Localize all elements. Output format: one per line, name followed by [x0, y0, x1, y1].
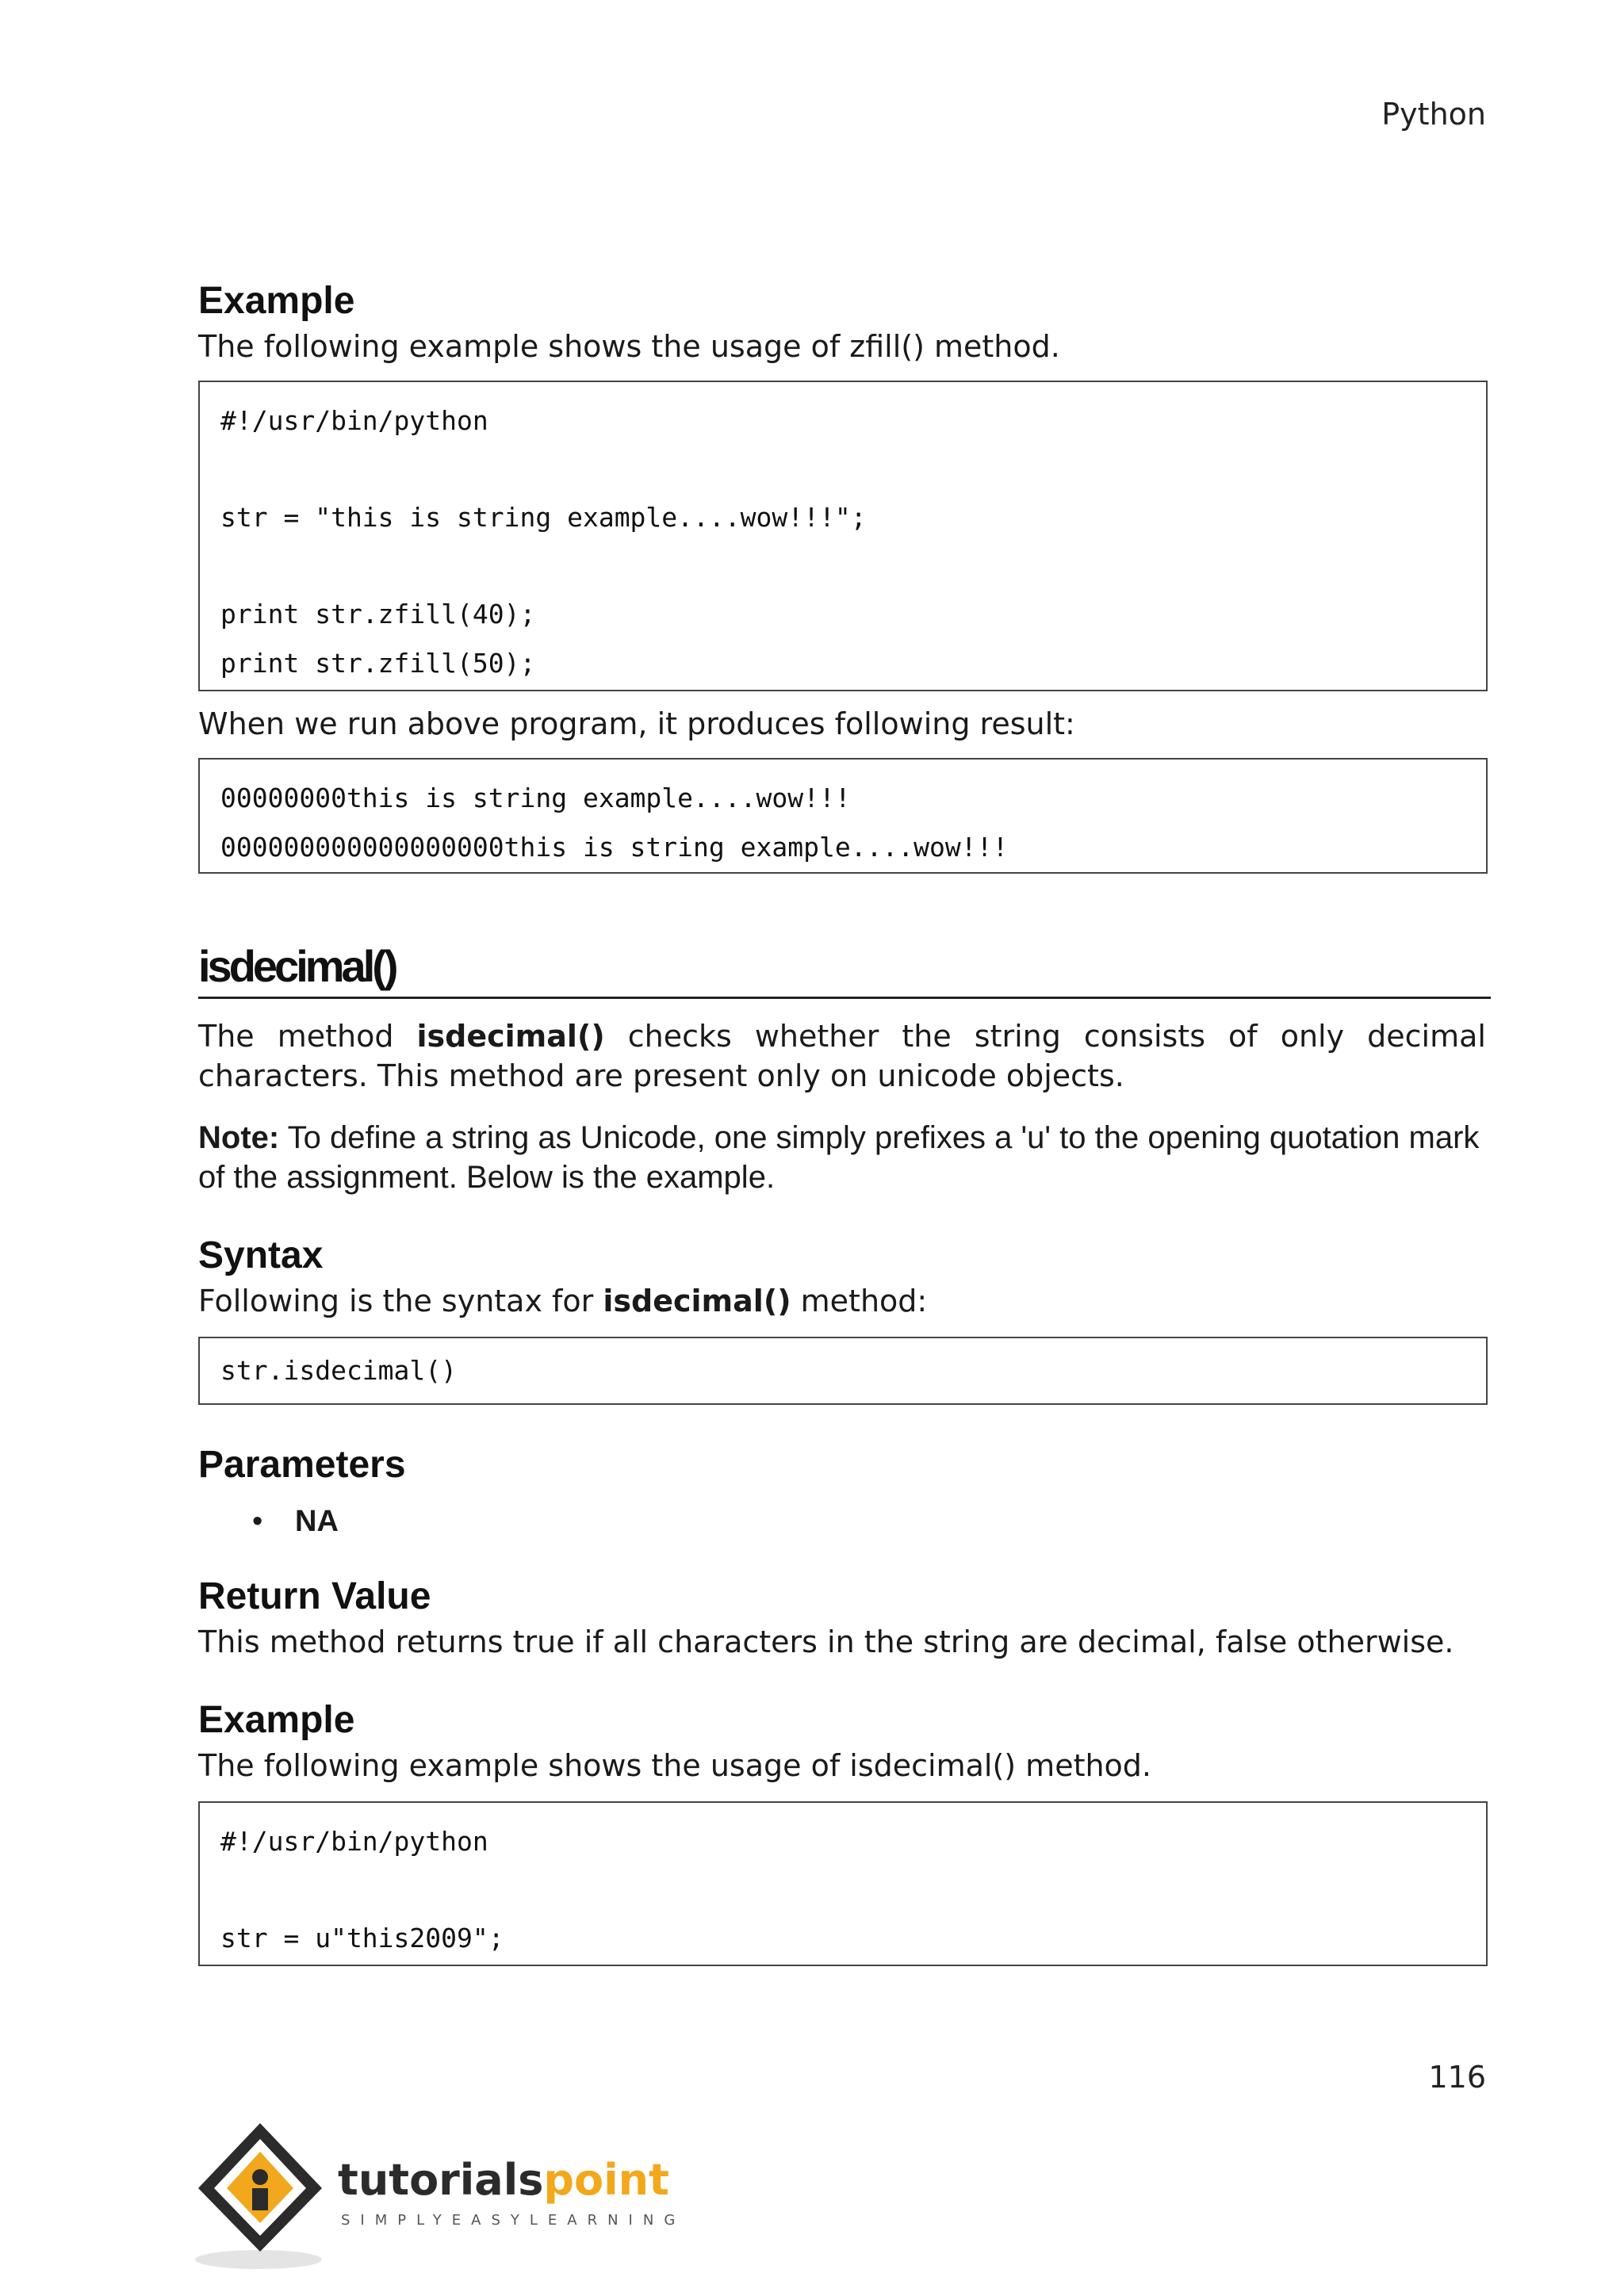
page-number: 116 — [1428, 2060, 1486, 2095]
example-intro: The following example shows the usage of zfill() method. — [198, 329, 1060, 364]
description-text: checks whether the string consists of only decimal characters. This method are present only on unicode objects. — [198, 1019, 1486, 1093]
description-text: The method — [198, 1019, 394, 1054]
syntax-text: Following is the syntax for — [198, 1284, 594, 1318]
method-description — [198, 1016, 1486, 1096]
output-line: 00000000this is string example....wow!!! — [220, 783, 851, 813]
method-name: isdecimal() — [603, 1284, 791, 1318]
logo-tagline: SIMPLYEASYLEARNING — [341, 2212, 686, 2229]
code-line: #!/usr/bin/python — [220, 405, 488, 436]
tutorialspoint-logo — [195, 2115, 687, 2274]
page-content — [198, 277, 1486, 1966]
code-line: str.isdecimal() — [220, 1355, 458, 1386]
output-block-zfill — [198, 758, 1488, 874]
note-label: Note: — [198, 1120, 280, 1155]
example-heading: Example — [198, 1699, 355, 1741]
code-line: print str.zfill(50); — [220, 648, 536, 679]
parameters-list — [198, 1502, 1486, 1541]
output-line: 000000000000000000this is string example....wow!!! — [220, 832, 1009, 863]
code-line: str = u"this2009"; — [220, 1923, 504, 1954]
code-line: str = "this is string example....wow!!!"; — [220, 502, 867, 533]
logo-graphic — [195, 2115, 687, 2274]
code-block-isdecimal — [198, 1801, 1488, 1966]
example-intro: The following example shows the usage of isdecimal() method. — [198, 1748, 1152, 1783]
parameters-heading: Parameters — [198, 1444, 406, 1486]
section-title: isdecimal() — [198, 940, 1491, 999]
syntax-text: method: — [800, 1284, 928, 1318]
parameter-item: • NA — [198, 1502, 1486, 1541]
code-block-zfill — [198, 381, 1488, 691]
return-value-heading: Return Value — [198, 1575, 431, 1617]
note-paragraph — [198, 1118, 1486, 1197]
note-text: To define a string as Unicode, one simply prefixes a 'u' to the opening quotation mark of the assignment. Below is the example. — [198, 1120, 1480, 1195]
method-name: isdecimal() — [416, 1019, 605, 1054]
code-line: print str.zfill(40); — [220, 599, 536, 629]
example-heading: Example — [198, 280, 355, 322]
result-intro: When we run above program, it produces following result: — [198, 706, 1075, 741]
return-value-text: This method returns true if all characters in the string are decimal, false otherwise. — [198, 1624, 1454, 1659]
code-line: #!/usr/bin/python — [220, 1826, 488, 1857]
syntax-heading: Syntax — [198, 1234, 324, 1276]
logo-wordmark: tutorialspoint — [338, 2155, 669, 2205]
running-header: Python — [1381, 97, 1486, 132]
syntax-code-block — [198, 1337, 1488, 1405]
syntax-intro — [198, 1281, 1486, 1321]
